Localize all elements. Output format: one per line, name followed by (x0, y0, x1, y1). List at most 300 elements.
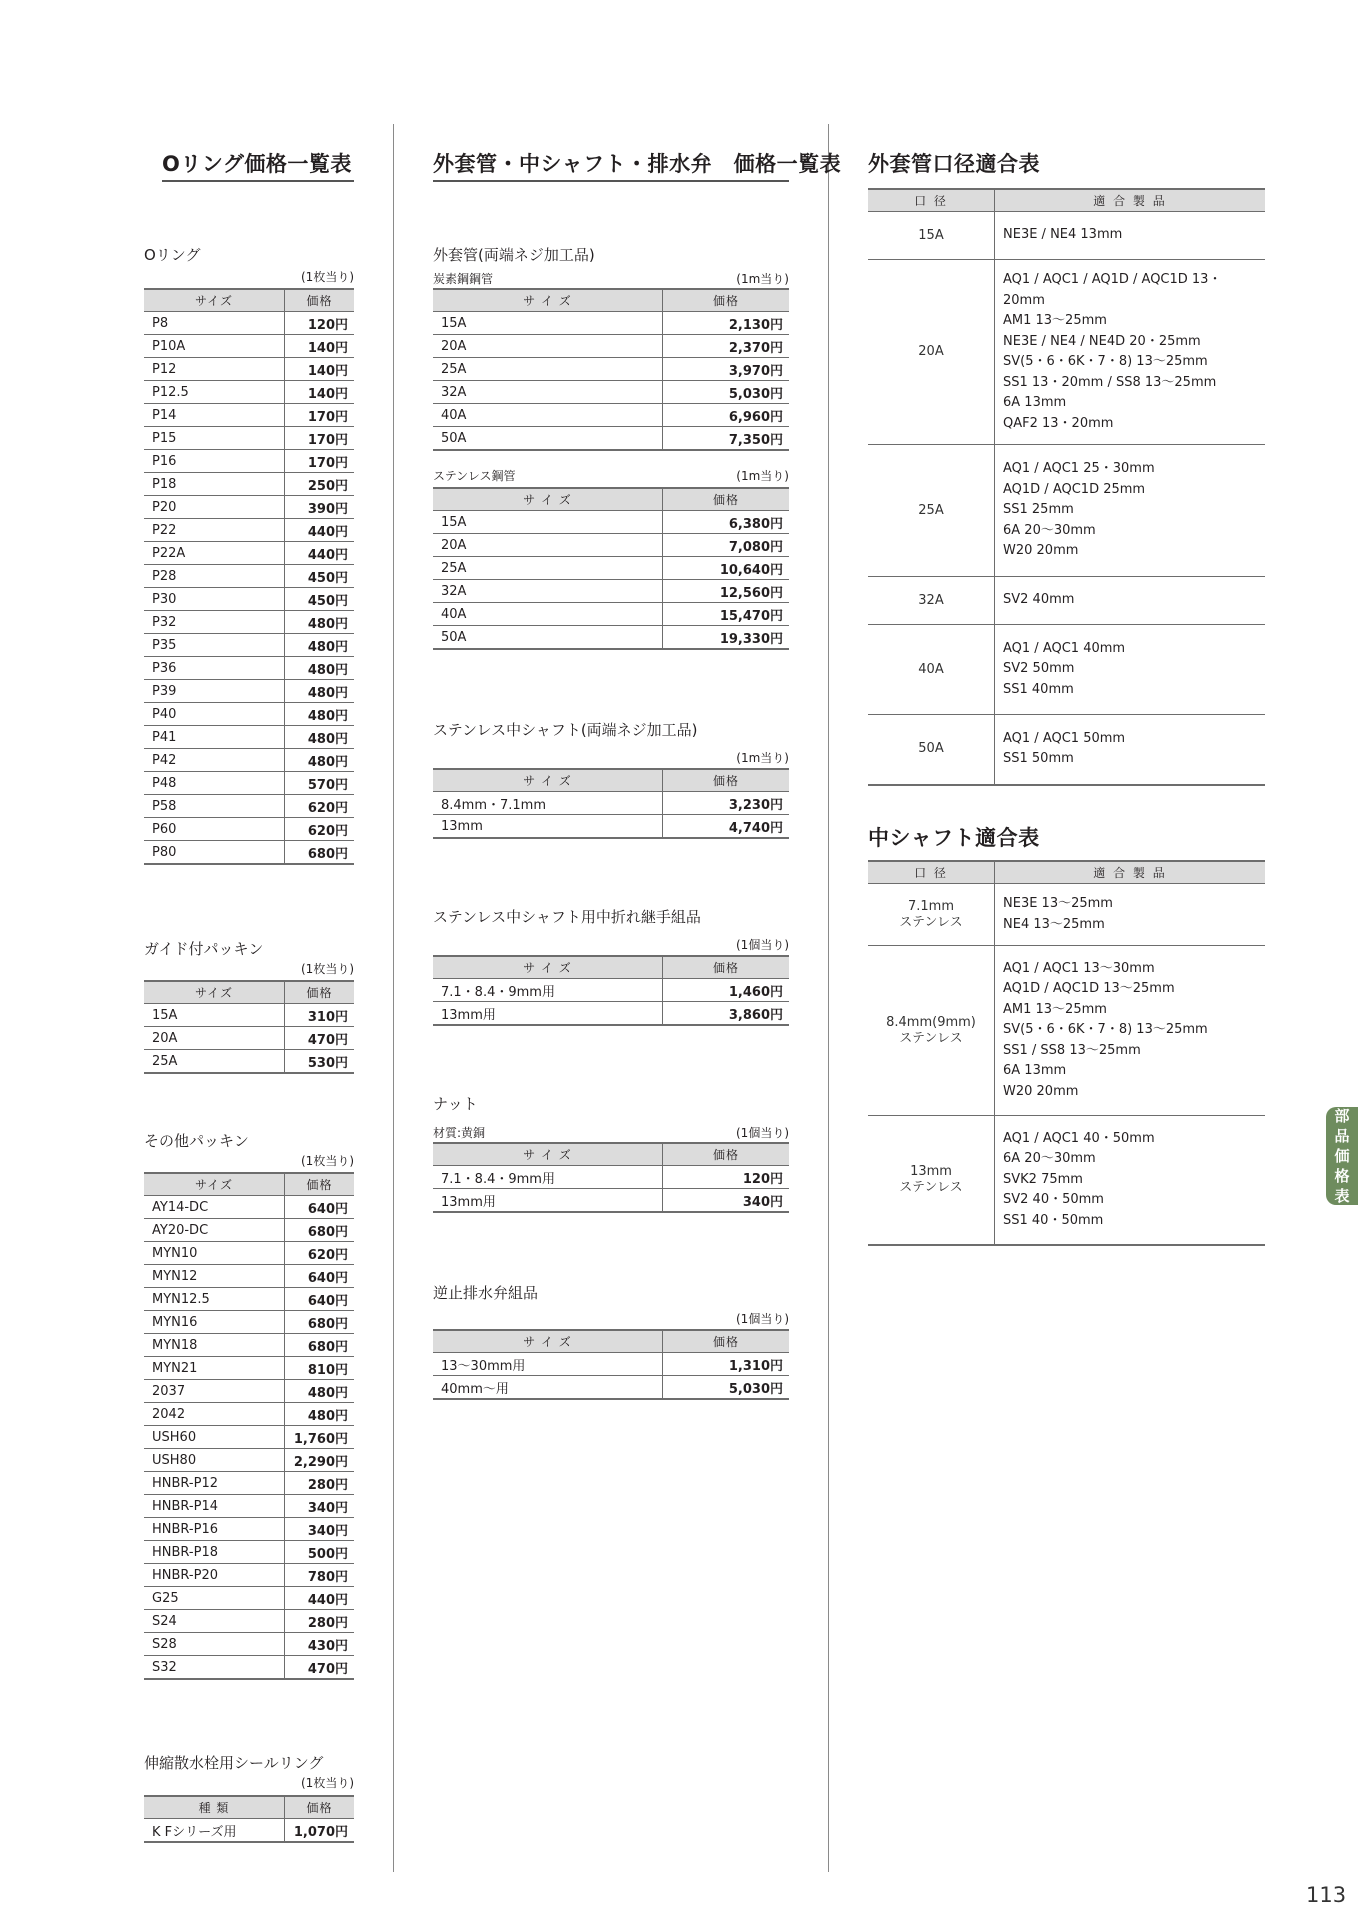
table-row (144, 1242, 354, 1265)
price-cell: 440円 (285, 1587, 355, 1610)
size-cell: 20A (433, 335, 663, 358)
table-row (144, 749, 354, 772)
price-cell: 340円 (285, 1518, 355, 1541)
price-cell: 4,740円 (663, 815, 790, 839)
price-cell: 5,030円 (663, 381, 790, 404)
table-row (433, 979, 789, 1002)
price-cell: 140円 (285, 381, 355, 404)
unit-label: (1枚当り) (301, 1776, 354, 1790)
caliber-cell: 25A (868, 445, 995, 577)
table-row (433, 626, 789, 650)
table-row (144, 818, 354, 841)
price-cell: 2,290円 (285, 1449, 355, 1472)
table-row (144, 1518, 354, 1541)
size-cell: 15A (433, 312, 663, 335)
table-row (144, 611, 354, 634)
price-cell: 440円 (285, 519, 355, 542)
table-row (144, 680, 354, 703)
price-cell: 280円 (285, 1472, 355, 1495)
price-cell: 3,860円 (663, 1002, 790, 1026)
oring-price-table (144, 1172, 354, 1680)
size-cell: P15 (144, 427, 285, 450)
table-row (144, 1449, 354, 1472)
price-cell: 1,460円 (663, 979, 790, 1002)
table-row (144, 1541, 354, 1564)
price-cell: 1,310円 (663, 1353, 790, 1376)
size-cell: P36 (144, 657, 285, 680)
size-cell: P10A (144, 335, 285, 358)
size-cell: MYN16 (144, 1311, 285, 1334)
column-divider-right (828, 124, 829, 1872)
products-cell: AQ1 / AQC1 13〜30mm AQ1D / AQC1D 13〜25mm AM1 13〜25mm SV(5・6・6K・7・8) 13〜25mm SS1 / SS8 13〜25mm 6A 13mm W20 20mm (995, 946, 1266, 1116)
products-cell: NE3E 13〜25mm NE4 13〜25mm (995, 884, 1266, 946)
column-header-products: 適 合 製 品 (995, 189, 1266, 212)
oring-section-title: Oリング価格一覧表 (162, 152, 352, 176)
table-row (433, 792, 789, 815)
price-cell: 6,380円 (663, 511, 790, 534)
size-cell: USH80 (144, 1449, 285, 1472)
caliber-cell: 50A (868, 715, 995, 785)
price-cell: 120円 (663, 1166, 790, 1189)
column-header-size: サ イ ズ (433, 1143, 663, 1166)
table-heading: ステンレス中シャフト用中折れ継手組品 (433, 908, 701, 926)
table-row (433, 580, 789, 603)
price-cell: 480円 (285, 634, 355, 657)
price-cell: 620円 (285, 1242, 355, 1265)
table-row (144, 312, 354, 335)
size-cell: HNBR-P12 (144, 1472, 285, 1495)
price-cell: 500円 (285, 1541, 355, 1564)
size-cell: 20A (144, 1027, 285, 1050)
column-header-price: 価格 (663, 1330, 790, 1353)
price-cell: 450円 (285, 588, 355, 611)
price-cell: 680円 (285, 1311, 355, 1334)
size-cell: P39 (144, 680, 285, 703)
table-heading: 伸縮散水栓用シールリング (144, 1754, 324, 1772)
unit-label: (1枚当り) (301, 962, 354, 976)
size-cell: 40mm〜用 (433, 1376, 663, 1400)
table-row (433, 1353, 789, 1376)
unit-label: (1m当り) (736, 469, 789, 483)
oring-price-table (144, 1795, 354, 1843)
price-cell: 7,080円 (663, 534, 790, 557)
size-cell: K Fシリーズ用 (144, 1819, 285, 1843)
pipe-price-table (433, 955, 789, 1026)
table-row (433, 312, 789, 335)
table-row (144, 496, 354, 519)
pipe-price-table (433, 1329, 789, 1400)
size-cell: MYN12 (144, 1265, 285, 1288)
products-cell: AQ1 / AQC1 50mm SS1 50mm (995, 715, 1266, 785)
column-header-size: サ イ ズ (433, 289, 663, 312)
price-cell: 310円 (285, 1004, 355, 1027)
table-row (144, 1403, 354, 1426)
column-header-price: 価格 (663, 289, 790, 312)
table-row (868, 260, 1265, 445)
table-row (433, 534, 789, 557)
size-cell: MYN12.5 (144, 1288, 285, 1311)
price-cell: 620円 (285, 795, 355, 818)
table-heading: ガイド付パッキン (144, 940, 264, 958)
table-heading: Oリング (144, 246, 201, 264)
price-cell: 170円 (285, 450, 355, 473)
size-cell: P14 (144, 404, 285, 427)
table-row (144, 1656, 354, 1680)
price-cell: 680円 (285, 1219, 355, 1242)
table-row (144, 1311, 354, 1334)
size-cell: P22A (144, 542, 285, 565)
size-cell: P40 (144, 703, 285, 726)
unit-label: (1m当り) (736, 751, 789, 765)
table-row (144, 657, 354, 680)
price-cell: 1,070円 (285, 1819, 355, 1843)
column-header-caliber: 口 径 (868, 189, 995, 212)
section-tab[interactable] (1326, 1107, 1358, 1205)
caliber-section-title: 外套管口径適合表 (868, 152, 1040, 176)
table-row (144, 703, 354, 726)
size-cell: 15A (144, 1004, 285, 1027)
price-cell: 2,130円 (663, 312, 790, 335)
column-header-size: 種 類 (144, 1796, 285, 1819)
table-row (433, 1189, 789, 1213)
price-cell: 480円 (285, 703, 355, 726)
price-cell: 620円 (285, 818, 355, 841)
table-row (144, 1426, 354, 1449)
products-cell: AQ1 / AQC1 40mm SV2 50mm SS1 40mm (995, 625, 1266, 715)
size-cell: P35 (144, 634, 285, 657)
table-heading: ナット (433, 1095, 478, 1113)
unit-label: (1個当り) (736, 938, 789, 952)
size-cell: 2037 (144, 1380, 285, 1403)
column-header-size: サイズ (144, 289, 285, 312)
column-header-products: 適 合 製 品 (995, 861, 1266, 884)
size-cell: 32A (433, 381, 663, 404)
price-cell: 680円 (285, 841, 355, 865)
size-cell: 25A (433, 557, 663, 580)
size-cell: HNBR-P18 (144, 1541, 285, 1564)
price-cell: 440円 (285, 542, 355, 565)
size-cell: 50A (433, 427, 663, 451)
page-number: 113 (1306, 1883, 1347, 1907)
size-cell: P20 (144, 496, 285, 519)
table-row (144, 1610, 354, 1633)
size-cell: P8 (144, 312, 285, 335)
table-row (144, 542, 354, 565)
price-cell: 340円 (663, 1189, 790, 1213)
size-cell: AY20-DC (144, 1219, 285, 1242)
pipe-section-title-underline (433, 180, 789, 182)
size-cell: 25A (144, 1050, 285, 1074)
table-row (144, 1380, 354, 1403)
price-cell: 640円 (285, 1288, 355, 1311)
price-cell: 3,230円 (663, 792, 790, 815)
size-cell: S28 (144, 1633, 285, 1656)
table-heading: 外套管(両端ネジ加工品) (433, 246, 595, 264)
caliber-cell: 8.4mm(9mm) ステンレス (868, 946, 995, 1116)
table-subheading: ステンレス鋼管 (433, 469, 516, 483)
table-row (144, 1004, 354, 1027)
table-row (144, 772, 354, 795)
table-row (144, 1050, 354, 1074)
products-cell: NE3E / NE4 13mm (995, 212, 1266, 260)
price-cell: 1,760円 (285, 1426, 355, 1449)
price-cell: 170円 (285, 427, 355, 450)
size-cell: 7.1・8.4・9mm用 (433, 1166, 663, 1189)
size-cell: HNBR-P14 (144, 1495, 285, 1518)
price-cell: 280円 (285, 1610, 355, 1633)
table-row (144, 404, 354, 427)
size-cell: MYN21 (144, 1357, 285, 1380)
table-row (144, 1027, 354, 1050)
table-heading: ステンレス中シャフト(両端ネジ加工品) (433, 721, 698, 739)
column-header-price: 価格 (663, 1143, 790, 1166)
column-header-price: 価格 (285, 1173, 355, 1196)
size-cell: 50A (433, 626, 663, 650)
caliber-cell: 40A (868, 625, 995, 715)
pipe-section-title: 外套管・中シャフト・排水弁 価格一覧表 (433, 152, 842, 176)
table-row (433, 1166, 789, 1189)
price-cell: 530円 (285, 1050, 355, 1074)
price-cell: 390円 (285, 496, 355, 519)
table-row (144, 473, 354, 496)
table-row (144, 335, 354, 358)
table-row (144, 841, 354, 865)
table-row (868, 577, 1265, 625)
table-row (144, 1219, 354, 1242)
price-cell: 480円 (285, 726, 355, 749)
table-heading: 逆止排水弁組品 (433, 1284, 539, 1302)
size-cell: 2042 (144, 1403, 285, 1426)
price-cell: 140円 (285, 358, 355, 381)
size-cell: P41 (144, 726, 285, 749)
price-cell: 5,030円 (663, 1376, 790, 1400)
column-header-price: 価格 (285, 289, 355, 312)
size-cell: 13mm用 (433, 1189, 663, 1213)
size-cell: 25A (433, 358, 663, 381)
products-cell: AQ1 / AQC1 25・30mm AQ1D / AQC1D 25mm SS1 25mm 6A 20〜30mm W20 20mm (995, 445, 1266, 577)
price-cell: 140円 (285, 335, 355, 358)
table-row (144, 588, 354, 611)
products-cell: SV2 40mm (995, 577, 1266, 625)
table-row (144, 1495, 354, 1518)
size-cell: P28 (144, 565, 285, 588)
column-header-size: サ イ ズ (433, 1330, 663, 1353)
shaft-compat-table (868, 860, 1265, 1246)
table-row (433, 335, 789, 358)
table-row (144, 1357, 354, 1380)
table-heading: その他パッキン (144, 1132, 249, 1150)
size-cell: P32 (144, 611, 285, 634)
size-cell: P16 (144, 450, 285, 473)
table-row (144, 1819, 354, 1843)
price-cell: 12,560円 (663, 580, 790, 603)
shaft-section-title: 中シャフト適合表 (868, 826, 1040, 850)
table-row (433, 1376, 789, 1400)
unit-label: (1枚当り) (301, 270, 354, 284)
size-cell: P12.5 (144, 381, 285, 404)
size-cell: P80 (144, 841, 285, 865)
size-cell: 13mm用 (433, 1002, 663, 1026)
price-cell: 3,970円 (663, 358, 790, 381)
oring-price-table (144, 980, 354, 1074)
caliber-cell: 32A (868, 577, 995, 625)
price-cell: 480円 (285, 680, 355, 703)
column-header-caliber: 口 径 (868, 861, 995, 884)
table-row (868, 884, 1265, 946)
price-cell: 250円 (285, 473, 355, 496)
table-row (433, 1002, 789, 1026)
size-cell: 13mm (433, 815, 663, 839)
size-cell: P58 (144, 795, 285, 818)
table-row (433, 557, 789, 580)
size-cell: MYN18 (144, 1334, 285, 1357)
price-cell: 470円 (285, 1027, 355, 1050)
column-header-price: 価格 (285, 1796, 355, 1819)
table-row (144, 358, 354, 381)
size-cell: P30 (144, 588, 285, 611)
table-row (144, 1288, 354, 1311)
price-cell: 480円 (285, 657, 355, 680)
column-divider-left (393, 124, 394, 1872)
table-row (433, 404, 789, 427)
price-cell: 680円 (285, 1334, 355, 1357)
column-header-size: サイズ (144, 981, 285, 1004)
caliber-cell: 13mm ステンレス (868, 1116, 995, 1245)
price-cell: 7,350円 (663, 427, 790, 451)
caliber-cell: 20A (868, 260, 995, 445)
price-cell: 120円 (285, 312, 355, 335)
price-cell: 6,960円 (663, 404, 790, 427)
size-cell: G25 (144, 1587, 285, 1610)
unit-label: (1個当り) (736, 1312, 789, 1326)
oring-section-title-underline (162, 180, 354, 182)
size-cell: HNBR-P20 (144, 1564, 285, 1587)
size-cell: 7.1・8.4・9mm用 (433, 979, 663, 1002)
table-row (433, 358, 789, 381)
table-row (868, 212, 1265, 260)
price-cell: 480円 (285, 1380, 355, 1403)
size-cell: P48 (144, 772, 285, 795)
size-cell: S24 (144, 1610, 285, 1633)
size-cell: 13〜30mm用 (433, 1353, 663, 1376)
pipe-price-table (433, 487, 789, 650)
table-row (144, 450, 354, 473)
size-cell: 20A (433, 534, 663, 557)
section-tab-label: 部品価格表 (1334, 1107, 1350, 1205)
price-cell: 480円 (285, 1403, 355, 1426)
caliber-cell: 7.1mm ステンレス (868, 884, 995, 946)
column-header-price: 価格 (285, 981, 355, 1004)
unit-label: (1枚当り) (301, 1154, 354, 1168)
price-cell: 430円 (285, 1633, 355, 1656)
table-row (144, 1196, 354, 1219)
price-cell: 19,330円 (663, 626, 790, 650)
size-cell: HNBR-P16 (144, 1518, 285, 1541)
table-row (433, 427, 789, 451)
table-subheading: 炭素鋼鋼管 (433, 272, 494, 286)
table-row (144, 795, 354, 818)
size-cell: P22 (144, 519, 285, 542)
size-cell: AY14-DC (144, 1196, 285, 1219)
table-row (433, 381, 789, 404)
table-row (868, 1116, 1265, 1245)
table-row (868, 625, 1265, 715)
size-cell: 8.4mm・7.1mm (433, 792, 663, 815)
caliber-compat-table (868, 188, 1265, 786)
table-row (868, 946, 1265, 1116)
products-cell: AQ1 / AQC1 40・50mm 6A 20〜30mm SVK2 75mm SV2 40・50mm SS1 40・50mm (995, 1116, 1266, 1245)
table-row (144, 726, 354, 749)
table-row (144, 1265, 354, 1288)
table-row (868, 715, 1265, 785)
products-cell: AQ1 / AQC1 / AQ1D / AQC1D 13・20mm AM1 13〜25mm NE3E / NE4 / NE4D 20・25mm SV(5・6・6K・7・8) 13〜25mm SS1 13・20mm / SS8 13〜25mm 6A 13mm QAF2 13・20mm (995, 260, 1266, 445)
table-row (144, 427, 354, 450)
size-cell: 15A (433, 511, 663, 534)
price-cell: 810円 (285, 1357, 355, 1380)
column-header-size: サ イ ズ (433, 956, 663, 979)
pipe-price-table (433, 288, 789, 451)
size-cell: P60 (144, 818, 285, 841)
price-cell: 640円 (285, 1265, 355, 1288)
table-subheading: 材質:黄銅 (433, 1126, 486, 1140)
price-cell: 780円 (285, 1564, 355, 1587)
column-header-price: 価格 (663, 488, 790, 511)
unit-label: (1m当り) (736, 272, 789, 286)
table-row (144, 1334, 354, 1357)
price-cell: 10,640円 (663, 557, 790, 580)
table-row (144, 634, 354, 657)
oring-price-table (144, 288, 354, 865)
price-cell: 450円 (285, 565, 355, 588)
table-row (433, 511, 789, 534)
price-cell: 480円 (285, 749, 355, 772)
price-cell: 470円 (285, 1656, 355, 1680)
column-header-size: サ イ ズ (433, 769, 663, 792)
table-row (144, 565, 354, 588)
size-cell: P18 (144, 473, 285, 496)
table-row (144, 1587, 354, 1610)
column-header-size: サ イ ズ (433, 488, 663, 511)
price-cell: 480円 (285, 611, 355, 634)
table-row (144, 1472, 354, 1495)
pipe-price-table (433, 768, 789, 839)
pipe-price-table (433, 1142, 789, 1213)
price-cell: 2,370円 (663, 335, 790, 358)
price-cell: 340円 (285, 1495, 355, 1518)
table-row (868, 445, 1265, 577)
price-cell: 15,470円 (663, 603, 790, 626)
column-header-size: サイズ (144, 1173, 285, 1196)
size-cell: MYN10 (144, 1242, 285, 1265)
table-row (433, 603, 789, 626)
unit-label: (1個当り) (736, 1126, 789, 1140)
table-row (433, 815, 789, 839)
price-cell: 570円 (285, 772, 355, 795)
column-header-price: 価格 (663, 769, 790, 792)
table-row (144, 1633, 354, 1656)
price-cell: 170円 (285, 404, 355, 427)
size-cell: USH60 (144, 1426, 285, 1449)
size-cell: S32 (144, 1656, 285, 1680)
table-row (144, 519, 354, 542)
size-cell: P42 (144, 749, 285, 772)
table-row (144, 1564, 354, 1587)
size-cell: 40A (433, 603, 663, 626)
size-cell: 40A (433, 404, 663, 427)
size-cell: 32A (433, 580, 663, 603)
size-cell: P12 (144, 358, 285, 381)
column-header-price: 価格 (663, 956, 790, 979)
